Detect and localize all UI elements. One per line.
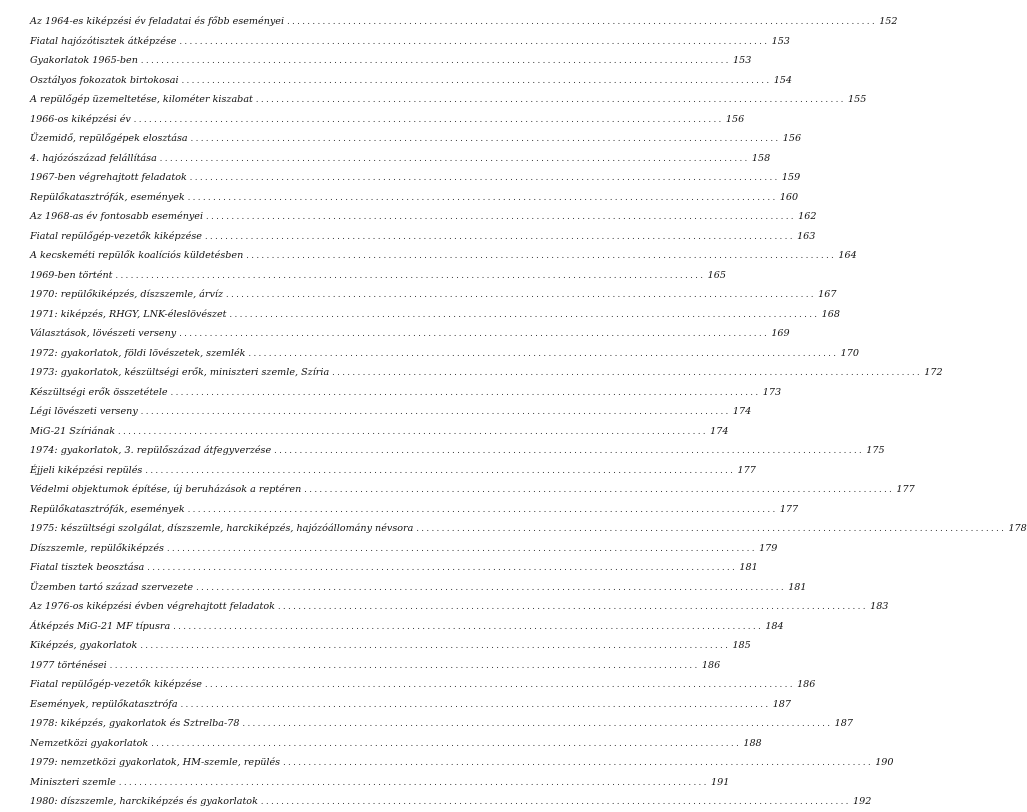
toc-entry-title: Események, repülőkatasztrófa — [30, 698, 178, 710]
toc-entry-title: Nemzetközi gyakorlatok — [30, 737, 149, 749]
toc-entry-title: Repülőkatasztrófák, események — [30, 503, 185, 515]
toc-entry-title: 1980: díszszemle, harckiképzés és gyakorlatok — [30, 796, 258, 807]
toc-entry-page-number: 178 — [1008, 523, 1027, 534]
toc-entry-title: Fiatal repülőgép-vezetők kiképzése — [30, 679, 202, 690]
toc-entry-page-number: 185 — [732, 640, 751, 651]
dot-leader — [283, 753, 870, 773]
dot-leader — [205, 675, 792, 695]
toc-entry-title: 1979: nemzetközi gyakorlatok, HM-szemle, repülés — [30, 757, 281, 768]
toc-entry — [30, 578, 807, 598]
toc-entry-page-number: 177 — [779, 503, 799, 515]
toc-entry-page-number: 158 — [751, 152, 771, 164]
toc-entry-page-number: 187 — [834, 718, 853, 729]
toc-entry — [30, 675, 816, 695]
toc-entry-page-number: 174 — [710, 425, 729, 437]
toc-entry-title: Osztályos fokozatok birtokosai — [30, 74, 179, 86]
toc-entry-title: 1972: gyakorlatok, földi lövészetek, szemlék — [30, 347, 246, 359]
toc-entry — [30, 539, 778, 559]
dot-leader — [332, 363, 919, 383]
toc-entry — [30, 422, 729, 442]
dot-leader — [134, 110, 721, 130]
toc-entry — [30, 129, 802, 149]
toc-entry-page-number: 160 — [779, 191, 799, 203]
toc-entry — [30, 305, 840, 325]
toc-entry — [30, 383, 782, 403]
toc-entry-title: Gyakorlatok 1965-ben — [30, 55, 138, 66]
toc-entry-title: 1977 történései — [30, 659, 107, 671]
toc-entry-page-number: 188 — [743, 737, 762, 749]
toc-entry — [30, 558, 758, 578]
dot-leader — [182, 71, 769, 91]
toc-entry-title: Fiatal hajózótisztek átképzése — [30, 35, 177, 47]
toc-entry — [30, 636, 751, 656]
toc-entry-title: 1970: repülőkiképzés, díszszemle, árvíz — [30, 289, 224, 300]
toc-entry-title: Repülőkatasztrófák, események — [30, 191, 185, 203]
toc-entry-title: Miniszteri szemle — [30, 776, 116, 788]
toc-entry — [30, 753, 894, 773]
toc-entry-title: MiG-21 Szíriának — [30, 425, 116, 437]
toc-entry — [30, 363, 943, 383]
dot-leader — [206, 207, 793, 227]
toc-entry-title: Az 1964-es kiképzési év feladatai és főbb eseményei — [30, 16, 285, 27]
dot-leader — [226, 285, 813, 305]
toc-entry-title: 1969-ben történt — [30, 269, 113, 281]
toc-entry — [30, 656, 721, 676]
toc-entry-title: 4. hajózószázad felállítása — [30, 152, 157, 164]
dot-leader — [242, 714, 829, 734]
toc-entry — [30, 71, 793, 91]
toc-entry — [30, 149, 771, 169]
toc-entry — [30, 207, 817, 227]
toc-entry — [30, 773, 730, 793]
toc-entry-page-number: 156 — [782, 133, 802, 144]
dot-leader — [160, 149, 747, 169]
toc-entry — [30, 12, 898, 32]
toc-entry-page-number: 165 — [707, 269, 726, 281]
toc-entry-page-number: 167 — [818, 289, 837, 300]
dot-leader — [116, 266, 703, 286]
toc-entry-title: Fiatal repülőgép-vezetők kiképzése — [30, 230, 202, 242]
dot-leader — [141, 51, 728, 71]
toc-entry — [30, 792, 872, 812]
dot-leader — [287, 12, 874, 32]
toc-entry-title: Átképzés MiG-21 MF típusra — [30, 620, 171, 632]
dot-leader — [191, 129, 778, 149]
dot-leader — [119, 773, 706, 793]
toc-entry-page-number: 179 — [759, 542, 778, 554]
dot-leader — [141, 402, 728, 422]
toc-entry-title: Fiatal tisztek beosztása — [30, 562, 145, 573]
dot-leader — [188, 500, 775, 520]
toc-entry-page-number: 186 — [701, 659, 721, 671]
toc-entry — [30, 519, 1027, 539]
dot-leader — [261, 792, 848, 812]
dot-leader — [179, 324, 766, 344]
toc-entry-page-number: 175 — [866, 445, 885, 456]
dot-leader — [181, 695, 768, 715]
dot-leader — [179, 32, 766, 52]
dot-leader — [304, 480, 891, 500]
toc-entry — [30, 227, 816, 247]
toc-entry — [30, 168, 801, 188]
dot-leader — [140, 636, 727, 656]
toc-entry-title: Kiképzés, gyakorlatok — [30, 640, 138, 651]
toc-entry-page-number: 191 — [710, 776, 730, 788]
toc-entry-page-number: 181 — [788, 581, 807, 593]
dot-leader — [256, 90, 843, 110]
dot-leader — [110, 656, 697, 676]
dot-leader — [274, 441, 861, 461]
toc-entry — [30, 246, 857, 266]
toc-entry-page-number: 170 — [840, 347, 859, 359]
toc-entry — [30, 500, 799, 520]
dot-leader — [147, 558, 734, 578]
toc-entry-title: Éjjeli kiképzési repülés — [30, 464, 143, 476]
toc-entry-title: 1973: gyakorlatok, készültségi erők, miniszteri szemle, Szíria — [30, 367, 330, 378]
toc-entry-title: 1967-ben végrehajtott feladatok — [30, 172, 187, 183]
toc-entry — [30, 51, 752, 71]
dot-leader — [416, 519, 1003, 539]
dot-leader — [230, 305, 817, 325]
toc-entry-page-number: 153 — [733, 55, 752, 66]
toc-entry-page-number: 172 — [924, 367, 943, 378]
toc-entry-page-number: 169 — [771, 328, 790, 339]
dot-leader — [249, 344, 836, 364]
toc-entry-page-number: 168 — [821, 308, 840, 320]
toc-entry-page-number: 152 — [879, 16, 898, 27]
toc-entry-page-number: 184 — [765, 620, 784, 632]
dot-leader — [246, 246, 833, 266]
toc-entry-page-number: 183 — [870, 601, 889, 612]
toc-entry — [30, 90, 867, 110]
toc-entry — [30, 714, 853, 734]
toc-entry-title: 1978: kiképzés, gyakorlatok és Sztrelba-78 — [30, 718, 240, 729]
toc-entry-page-number: 153 — [771, 35, 790, 47]
toc-entry-title: Légi lövészeti verseny — [30, 406, 138, 417]
toc-entry-title: A kecskeméti repülők koalíciós küldetésben — [30, 250, 244, 261]
toc-entry — [30, 441, 885, 461]
dot-leader — [151, 734, 738, 754]
toc-entry-page-number: 154 — [773, 74, 793, 86]
dot-leader — [167, 539, 754, 559]
toc-entry-title: 1975: készültségi szolgálat, díszszemle, harckiképzés, hajózóállomány névsora — [30, 523, 414, 534]
toc-entry-title: Az 1976-os kiképzési évben végrehajtott feladatok — [30, 601, 275, 612]
toc-entry — [30, 324, 790, 344]
dot-leader — [205, 227, 792, 247]
toc-entry-page-number: 181 — [739, 562, 758, 573]
toc-entry — [30, 402, 752, 422]
toc-entry-page-number: 164 — [838, 250, 857, 261]
toc-entry-page-number: 190 — [875, 757, 894, 768]
toc-entry-title: Védelmi objektumok építése, új beruházások a reptéren — [30, 484, 302, 495]
dot-leader — [145, 461, 732, 481]
toc-entry-page-number: 177 — [896, 484, 915, 495]
toc-entry — [30, 32, 790, 52]
toc-entry-title: 1971: kiképzés, RHGY, LNK-éleslövészet — [30, 308, 227, 320]
toc-entry-page-number: 173 — [762, 386, 782, 398]
toc-entry — [30, 461, 756, 481]
toc-entry-title: Díszszemle, repülőkiképzés — [30, 542, 164, 554]
toc-entry — [30, 597, 889, 617]
toc-entry-page-number: 155 — [848, 94, 867, 105]
dot-leader — [171, 383, 758, 403]
dot-leader — [278, 597, 865, 617]
toc-entry-page-number: 177 — [737, 464, 756, 476]
dot-leader — [188, 188, 775, 208]
toc-entry — [30, 188, 799, 208]
toc-entry-page-number: 187 — [772, 698, 792, 710]
dot-leader — [118, 422, 705, 442]
toc-entry-title: Választások, lövészeti verseny — [30, 328, 177, 339]
toc-entry-page-number: 163 — [797, 230, 816, 242]
table-of-contents — [30, 12, 1027, 812]
toc-entry — [30, 344, 859, 364]
toc-entry-title: 1974: gyakorlatok, 3. repülőszázad átfegyverzése — [30, 445, 272, 456]
toc-entry-title: A repülőgép üzemeltetése, kilométer kiszabat — [30, 94, 253, 105]
toc-entry-page-number: 186 — [797, 679, 816, 690]
dot-leader — [190, 168, 777, 188]
toc-entry-title: Az 1968-as év fontosabb eseményei — [30, 211, 204, 222]
dot-leader — [173, 617, 760, 637]
toc-entry-page-number: 174 — [732, 406, 752, 417]
toc-entry-title: Üzemidő, repülőgépek elosztása — [30, 133, 188, 144]
toc-entry-title: 1966-os kiképzési év — [30, 113, 131, 125]
toc-entry — [30, 266, 726, 286]
toc-entry-page-number: 159 — [781, 172, 801, 183]
toc-entry — [30, 617, 784, 637]
toc-entry — [30, 285, 837, 305]
toc-entry — [30, 110, 745, 130]
toc-entry — [30, 734, 762, 754]
toc-entry — [30, 695, 792, 715]
dot-leader — [196, 578, 783, 598]
toc-entry-page-number: 162 — [798, 211, 817, 222]
toc-entry — [30, 480, 915, 500]
toc-entry-page-number: 192 — [853, 796, 872, 807]
toc-entry-title: Készültségi erők összetétele — [30, 386, 168, 398]
toc-entry-page-number: 156 — [725, 113, 745, 125]
toc-entry-title: Üzemben tartó század szervezete — [30, 581, 194, 593]
